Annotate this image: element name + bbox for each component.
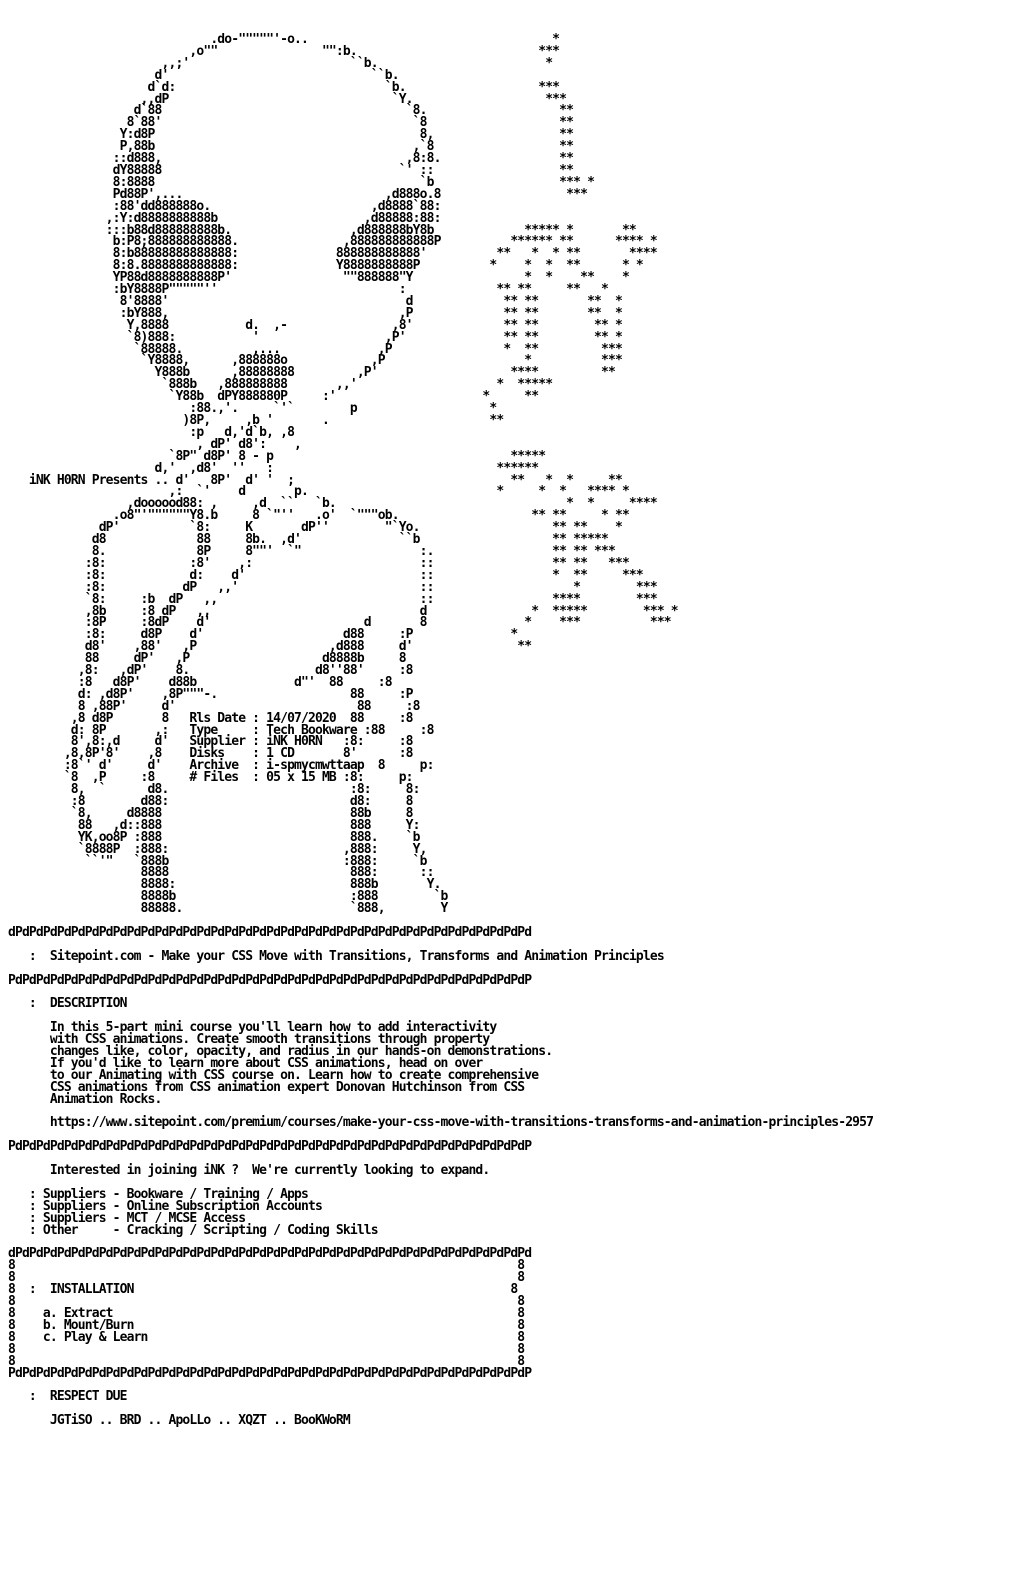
description-heading: : DESCRIPTION: [8, 996, 127, 1012]
art-line: )8P, ,b ' . **: [8, 413, 504, 428]
course-url: https://www.sitepoint.com/premium/courses/make-your-css-move-with-transitions-transforms-and-animation-principles-2957: [8, 1115, 874, 1131]
divider: PdPdPdPdPdPdPdPdPdPdPdPdPdPdPdPdPdPdPdPdPdPdPdPdPdPdPdPdPdPdPdPdPdPdPdPdPdP: [8, 1139, 532, 1155]
art-line: :bY888, ,P ** ** ** *: [8, 305, 622, 321]
art-line: d`d: `b. ***: [8, 79, 560, 95]
art-line: b:P8;888888888888. ,888888888888P ****** ** **** *: [8, 234, 657, 250]
art-line: ,8b :8 dP ,, d * ***** *** *: [8, 603, 678, 619]
art-line: `888b ,888888888 ,,' * *****: [8, 377, 553, 393]
art-line: 8'8888' d ** ** ** *: [8, 293, 622, 309]
install-line: 8 8: [8, 1353, 525, 1369]
art-line: ,8: ,dP' 8. d8''88' :8: [8, 663, 413, 679]
divider: PdPdPdPdPdPdPdPdPdPdPdPdPdPdPdPdPdPdPdPdPdPdPdPdPdPdPdPdPdPdPdPdPdPdPdPdPdP: [8, 972, 532, 988]
art-line: .do-"""""'-o.. *: [8, 32, 560, 47]
release-title: : Sitepoint.com - Make your CSS Move with Transitions, Transforms and Animation Principles: [8, 948, 664, 964]
art-line: 8888: 888b Y.: [8, 877, 441, 893]
art-line: :8: dP ,,' :: * ***: [8, 579, 657, 595]
art-line: 8, ` d8. :8: 8:: [8, 782, 420, 798]
art-line: 88 dP' ,P d8888b 8: [8, 651, 406, 667]
art-line: d: 8P ,: Type : Tech Bookware :88 :8: [8, 722, 434, 738]
art-line: :8 d8P' d88b d"' 88 :8: [8, 674, 392, 690]
art-line: d8' ,88' ,P ,d888 d' **: [8, 639, 532, 655]
art-line: :88'dd888888o. ,d8888`88:: [8, 198, 441, 214]
art-line: , dP' d8': ,: [8, 436, 302, 452]
divider-top: dPdPdPdPdPdPdPdPdPdPdPdPdPdPdPdPdPdPdPdPdPdPdPdPdPdPdPdPdPdPdPdPdPdPdPdPdPd: [8, 924, 532, 940]
art-line: 8:8.8888888888888: Y8888888888P * * * ** * *: [8, 258, 643, 274]
recruit-list: [8, 1186, 873, 1238]
art-line: d' ``b.: [8, 67, 399, 83]
art-line: `Y88b dPY888880P :' * **: [8, 389, 539, 405]
install-line: 8 b. Mount/Burn 8: [8, 1317, 525, 1333]
art-line: 8888 888: ::: [8, 865, 434, 881]
install-line: 8 8: [8, 1270, 525, 1286]
recruit-intro: Interested in joining iNK ? We're currently looking to expand.: [8, 1163, 490, 1179]
art-line: d,' ,d8' '' : ******: [8, 460, 539, 476]
description-line: CSS animations from CSS animation expert Donovan Hutchinson from CSS: [8, 1079, 525, 1095]
art-line: ,,dP `Y. ***: [8, 91, 567, 107]
description-line: to our Animating with CSS course on. Learn how to create comprehensive: [8, 1067, 539, 1083]
art-line: d`88 `8. **: [8, 103, 574, 119]
art-line: ::d888, ,8:8. **: [8, 151, 574, 167]
art-line: `8)888: ' ,P' ** ** ** *: [8, 329, 622, 345]
art-line: 8888b :888 `b: [8, 889, 448, 905]
art-line: 8. 8P 8""' `" :. ** ** ***: [8, 543, 615, 559]
art-line: ,:Y:d8888888888b ,d88888:88:: [8, 210, 441, 226]
art-line: 88888. `888, Y: [8, 901, 448, 917]
nfo-text: [8, 34, 873, 1427]
art-line: ,,;' ``b. *: [8, 55, 553, 71]
art-line: Y,8888 d. ,- ,8' ** ** ** *: [8, 317, 622, 333]
art-line: 88 ,d::888 888 Y:: [8, 817, 420, 833]
art-line: :8: d: d' :: * ** ***: [8, 567, 643, 583]
install-line: 8 a. Extract 8: [8, 1305, 525, 1321]
install-box-bottom: PdPdPdPdPdPdPdPdPdPdPdPdPdPdPdPdPdPdPdPdPdPdPdPdPdPdPdPdPdPdPdPdPdPdPdPdPdP: [8, 1365, 532, 1381]
art-line: `8, d8888 88b 8: [8, 805, 413, 821]
art-line: :8`' d' d' Archive : i-spmycmwttaap 8 p:: [8, 758, 434, 774]
description-line: changes like, color, opacity, and radius in our hands-on demonstrations.: [8, 1044, 553, 1060]
art-line: dP' `8: K dP'' "`Yo. ** ** *: [8, 520, 622, 536]
art-line: `8P" d8P' 8 - p *****: [8, 448, 546, 464]
art-line: ,o"" "":b. ***: [8, 43, 560, 59]
art-line: `8: :b dP ,, :: **** ***: [8, 591, 657, 607]
art-line: Pd88P',... ,d888o.8 ***: [8, 186, 588, 202]
description-body: [8, 1022, 873, 1105]
art-line: YP88d8888888888P' ""888888"Y * * ** *: [8, 270, 629, 286]
recruit-item: : Other - Cracking / Scripting / Coding Skills: [8, 1222, 378, 1238]
art-line: ,8 d8P 8 Rls Date : 14/07/2020 88 :8: [8, 710, 413, 726]
install-line: 8 : INSTALLATION 8: [8, 1282, 518, 1298]
art-line: `8888P :888: ,888: Y,: [8, 841, 427, 857]
art-line: :8: d8P d' d88 :P *: [8, 627, 518, 643]
art-line: 8:b88888888888888: 888888888888' ** * * ** ****: [8, 246, 657, 262]
art-line: :::b88d888888888b. ,d888888bY8b ***** * **: [8, 222, 636, 238]
art-line: :bY8888P"""""'' : ** ** ** *: [8, 282, 608, 298]
art-line: `8 ,P :8 # Files : 05 x 15 MB :8: p:: [8, 770, 413, 786]
description-line: In this 5-part mini course you'll learn how to add interactivity: [8, 1020, 497, 1036]
description-line: with CSS animations. Create smooth transitions through property: [8, 1032, 490, 1048]
description-line: If you'd like to learn more about CSS animations, head on over: [8, 1055, 483, 1071]
art-line: Y:d8P 8, **: [8, 127, 574, 143]
recruit-item: : Suppliers - Online Subscription Accounts: [8, 1198, 322, 1214]
art-line: ,8,8P'8' ,8 Disks : 1 CD 8' :8: [8, 746, 413, 762]
art-line: :88.,'. `'` p *: [8, 401, 497, 417]
art-line: iNK H0RN Presents .. d' 8P' d' ' ; ** * * **: [8, 472, 622, 488]
description-line: Animation Rocks.: [8, 1091, 162, 1107]
install-line: 8 8: [8, 1258, 525, 1274]
art-line: 8 ,88P' d' 88 :8: [8, 698, 420, 714]
art-line: .o8"'""""""Y8.b 8 `"'' .o' `"""ob. ** ** * **: [8, 508, 629, 524]
art-line: :8 d88: d8: 8: [8, 794, 413, 809]
respect-groups: JGTiSO .. BRD .. ApoLLo .. XQZT .. BooKWoRM: [8, 1413, 350, 1429]
art-line: :p d,'d`b, ,8: [8, 424, 295, 440]
recruit-item: : Suppliers - MCT / MCSE Access: [8, 1210, 246, 1226]
art-line: ,: `' d p. * * * **** *: [8, 484, 629, 500]
art-line: d8 88 8b. ,d' ``b ** *****: [8, 532, 608, 548]
art-line: Y888b ,88888888 ,P' **** **: [8, 365, 615, 381]
art-line: 8',8:,d d' Supplier : iNK H0RN :8: :8: [8, 734, 413, 750]
recruit-item: : Suppliers - Bookware / Training / Apps: [8, 1186, 308, 1202]
art-line: dY88888 `' :: **: [8, 162, 574, 178]
install-box-top: dPdPdPdPdPdPdPdPdPdPdPdPdPdPdPdPdPdPdPdPdPdPdPdPdPdPdPdPdPdPdPdPdPdPdPdPdPd: [8, 1246, 532, 1262]
art-line: :8P :8dP d' d 8 * *** ***: [8, 615, 671, 631]
art-line: ``'" `888b :888: `b: [8, 853, 427, 869]
art-line: 8`88' `8 **: [8, 115, 574, 131]
art-line: ,doooood88: , ,d `` `b. * * ****: [8, 496, 657, 512]
art-line: 8:8888 `b *** *: [8, 174, 595, 190]
art-line: P,88b ,`8 **: [8, 139, 574, 155]
respect-heading: : RESPECT DUE: [8, 1389, 127, 1405]
art-line: `88888. ,... ,P * ** ***: [8, 341, 622, 357]
install-line: 8 8: [8, 1341, 525, 1357]
art-line: YK,oo8P :888 888. `b: [8, 829, 420, 845]
art-line: `Y8888, ,888888o ,P * ***: [8, 353, 622, 369]
install-line: 8 c. Play & Learn 8: [8, 1329, 525, 1345]
art-line: :8: :8' ,: :: ** ** ***: [8, 555, 629, 571]
art-line: d: ,d8P' ,8P"""-. 88 :P: [8, 686, 413, 702]
install-line: 8 8: [8, 1294, 525, 1310]
installation-box: [8, 1260, 873, 1367]
ascii-art: [8, 34, 873, 915]
